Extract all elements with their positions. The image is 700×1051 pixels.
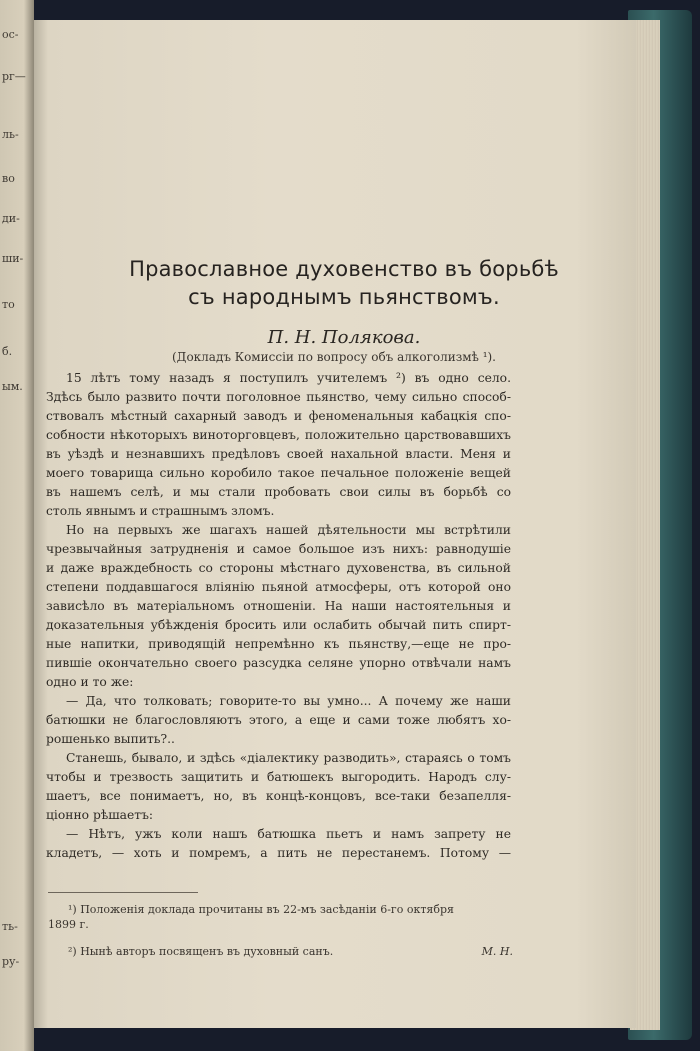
left-page <box>0 0 34 1051</box>
body-line: 15 лѣтъ тому назадъ я поступилъ учителемъ ²) въ одно село. <box>66 371 511 385</box>
body-line: Но на первыхъ же шагахъ нашей дѣятельности мы встрѣтили <box>66 523 511 537</box>
body-line: чтобы и трезвость защитить и батюшекъ выгородить. Народъ слу- <box>46 770 511 784</box>
left-fragment: во <box>2 172 15 185</box>
footnote-signature: М. Н. <box>481 945 513 958</box>
body-line: степени поддавшагося вліянію пьяной атмосферы, отъ которой оно <box>46 580 511 594</box>
title-line-2: съ народнымъ пьянствомъ. <box>188 285 500 309</box>
body-line: столь явнымъ и страшнымъ зломъ. <box>46 504 275 518</box>
body-line: шаетъ, все понимаетъ, но, въ концѣ-концовъ, все-таки безапелля- <box>46 789 511 803</box>
book-page <box>34 20 636 1028</box>
body-line: доказательныя убѣжденія бросить или ослабить обычай пить спирт- <box>46 618 511 632</box>
left-fragment: рг— <box>2 70 26 83</box>
left-fragment: ос- <box>2 28 19 41</box>
title-line-1: Православное духовенство въ борьбѣ <box>129 257 559 281</box>
body-line: моего товарища сильно коробило такое печальное положеніе вещей <box>46 466 511 480</box>
body-line: рошенько выпить?.. <box>46 732 175 746</box>
body-line: кладетъ, — хоть и помремъ, а пить не перестанемъ. Потому — <box>46 846 511 860</box>
footnote-1: ¹) Положенія доклада прочитаны въ 22-мъ засѣданіи 6-го октября <box>68 903 454 916</box>
footnote-divider <box>48 892 198 893</box>
body-line: въ уѣздѣ и незнавшихъ предѣловъ своей нахальной власти. Меня и <box>46 447 511 461</box>
footnotes <box>48 902 513 959</box>
body-line: — Нѣтъ, ужъ коли нашъ батюшка пьетъ и намъ запрету не <box>66 827 511 841</box>
article-subtitle: (Докладъ Комиссіи по вопросу объ алкоголизмѣ ¹). <box>172 350 496 364</box>
body-line: — Да, что толковать; говорите-то вы умно... А почему же наши <box>66 694 511 708</box>
left-fragment: ди- <box>2 212 20 225</box>
left-fragment: то <box>2 298 15 311</box>
body-line: собности нѣкоторыхъ виноторговцевъ, положительно царствовавшихъ <box>46 428 511 442</box>
author-name: П. Н. Полякова. <box>267 327 421 348</box>
body-line: ствовалъ мѣстный сахарный заводъ и феноменальныя кабацкія спо- <box>46 409 511 423</box>
body-line: и даже враждебность со стороны мѣстнаго духовенства, въ сильной <box>46 561 511 575</box>
body-text <box>46 369 511 863</box>
footnote-2: ²) Нынѣ авторъ посвященъ въ духовный санъ. <box>68 945 334 958</box>
article-title <box>64 255 624 311</box>
body-line: зависѣло въ матеріальномъ отношеніи. На наши настоятельныя и <box>46 599 511 613</box>
body-line: чрезвычайныя затрудненія и самое большое изъ нихъ: равнодушіе <box>46 542 511 556</box>
body-line: ные напитки, приводящій непремѣнно къ пьянству,—еще не про- <box>46 637 511 651</box>
body-line: Станешь, бывало, и здѣсь «діалектику разводить», стараясь о томъ <box>66 751 511 765</box>
left-fragment: ым. <box>2 380 23 393</box>
body-line: въ нашемъ селѣ, и мы стали пробовать свои силы въ борьбѣ со <box>46 485 511 499</box>
footnote-2-row <box>48 944 513 959</box>
left-fragment: ть- <box>2 920 18 933</box>
body-line: батюшки не благословляютъ этого, а еще и сами тоже любятъ хо- <box>46 713 511 727</box>
left-fragment: б. <box>2 345 13 358</box>
left-fragment: ши- <box>2 252 24 265</box>
body-line: пившіе окончательно своего разсудка селяне упорно отвѣчали намъ <box>46 656 511 670</box>
left-fragment: ль- <box>2 128 19 141</box>
body-line: одно и то же: <box>46 675 134 689</box>
body-line: ціонно рѣшаетъ: <box>46 808 154 822</box>
left-fragment: ру- <box>2 955 20 968</box>
footnote-1-continued: 1899 г. <box>48 918 89 931</box>
body-line: Здѣсь было развито почти поголовное пьянство, чему сильно способ- <box>46 390 511 404</box>
